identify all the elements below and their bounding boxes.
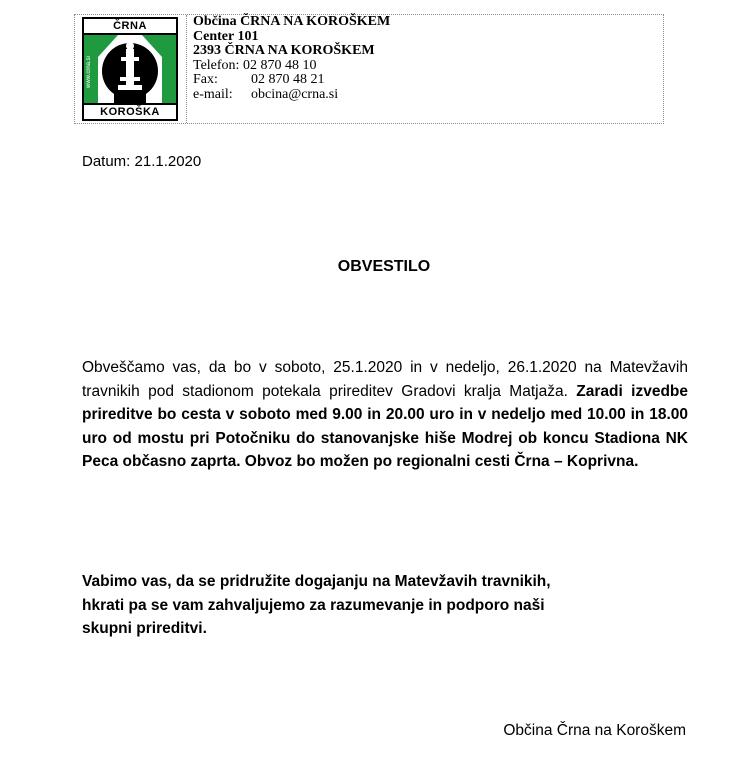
logo-emblem-icon [84, 35, 176, 105]
invitation-paragraph [82, 570, 688, 641]
notice-intro-text: Obveščamo vas, da bo v soboto, 25.1.2020 in v nedeljo, 26.1.2020 na Matevžavih travnikih pod stadionom potekala prireditev Gradovi kralja Matjaža. [82, 359, 688, 400]
fax-label: Fax: [193, 72, 218, 88]
org-name: Občina ČRNA NA KOROŠKEM [193, 14, 391, 29]
phone-row [193, 59, 653, 74]
phone-number: 02 870 48 10 [242, 57, 317, 73]
fax-row [193, 73, 653, 88]
invitation-line: hkrati pa se vam zahvaljujemo za razumevanje in podporo naši [82, 596, 545, 614]
invitation-line: skupni prireditvi. [82, 620, 207, 637]
notice-road-closure-text: Zaradi izvedbe prireditve bo cesta v soboto med 9.00 in 20.00 uro in v nedeljo med 10.00 in 18.00 uro od mostu pri Potočniku do stanovanjske hiše Modrej ob koncu Stadiona NK Peca občasno zaprta. Obvoz bo možen po regionalni cesti Črna – Koprivna. [82, 382, 688, 470]
invitation-line: Vabimo vas, da se pridružite dogajanju na Matevžavih travnikih, [82, 573, 551, 590]
phone-label: Telefon: [193, 57, 240, 73]
email-row [193, 88, 653, 103]
city-address: 2393 ČRNA NA KOROŠKEM [193, 43, 375, 59]
logo-cell [75, 15, 187, 123]
street-address: Center 101 [193, 28, 259, 44]
notice-paragraph [82, 356, 688, 474]
signature: Občina Črna na Koroškem [503, 722, 686, 739]
email-label: e-mail: [193, 86, 233, 102]
document-date: Datum: 21.1.2020 [82, 153, 202, 170]
municipality-logo [82, 17, 178, 121]
email-address: obcina@crna.si [251, 86, 339, 102]
document-title: OBVESTILO [337, 258, 431, 275]
fax-number: 02 870 48 21 [251, 72, 325, 88]
logo-bottom-text: KOROŠKA [84, 103, 176, 119]
contact-block [193, 15, 653, 103]
logo-website-text: www.crna.si [86, 56, 92, 89]
letterhead [74, 14, 664, 124]
logo-top-text: ČRNA [84, 19, 176, 35]
